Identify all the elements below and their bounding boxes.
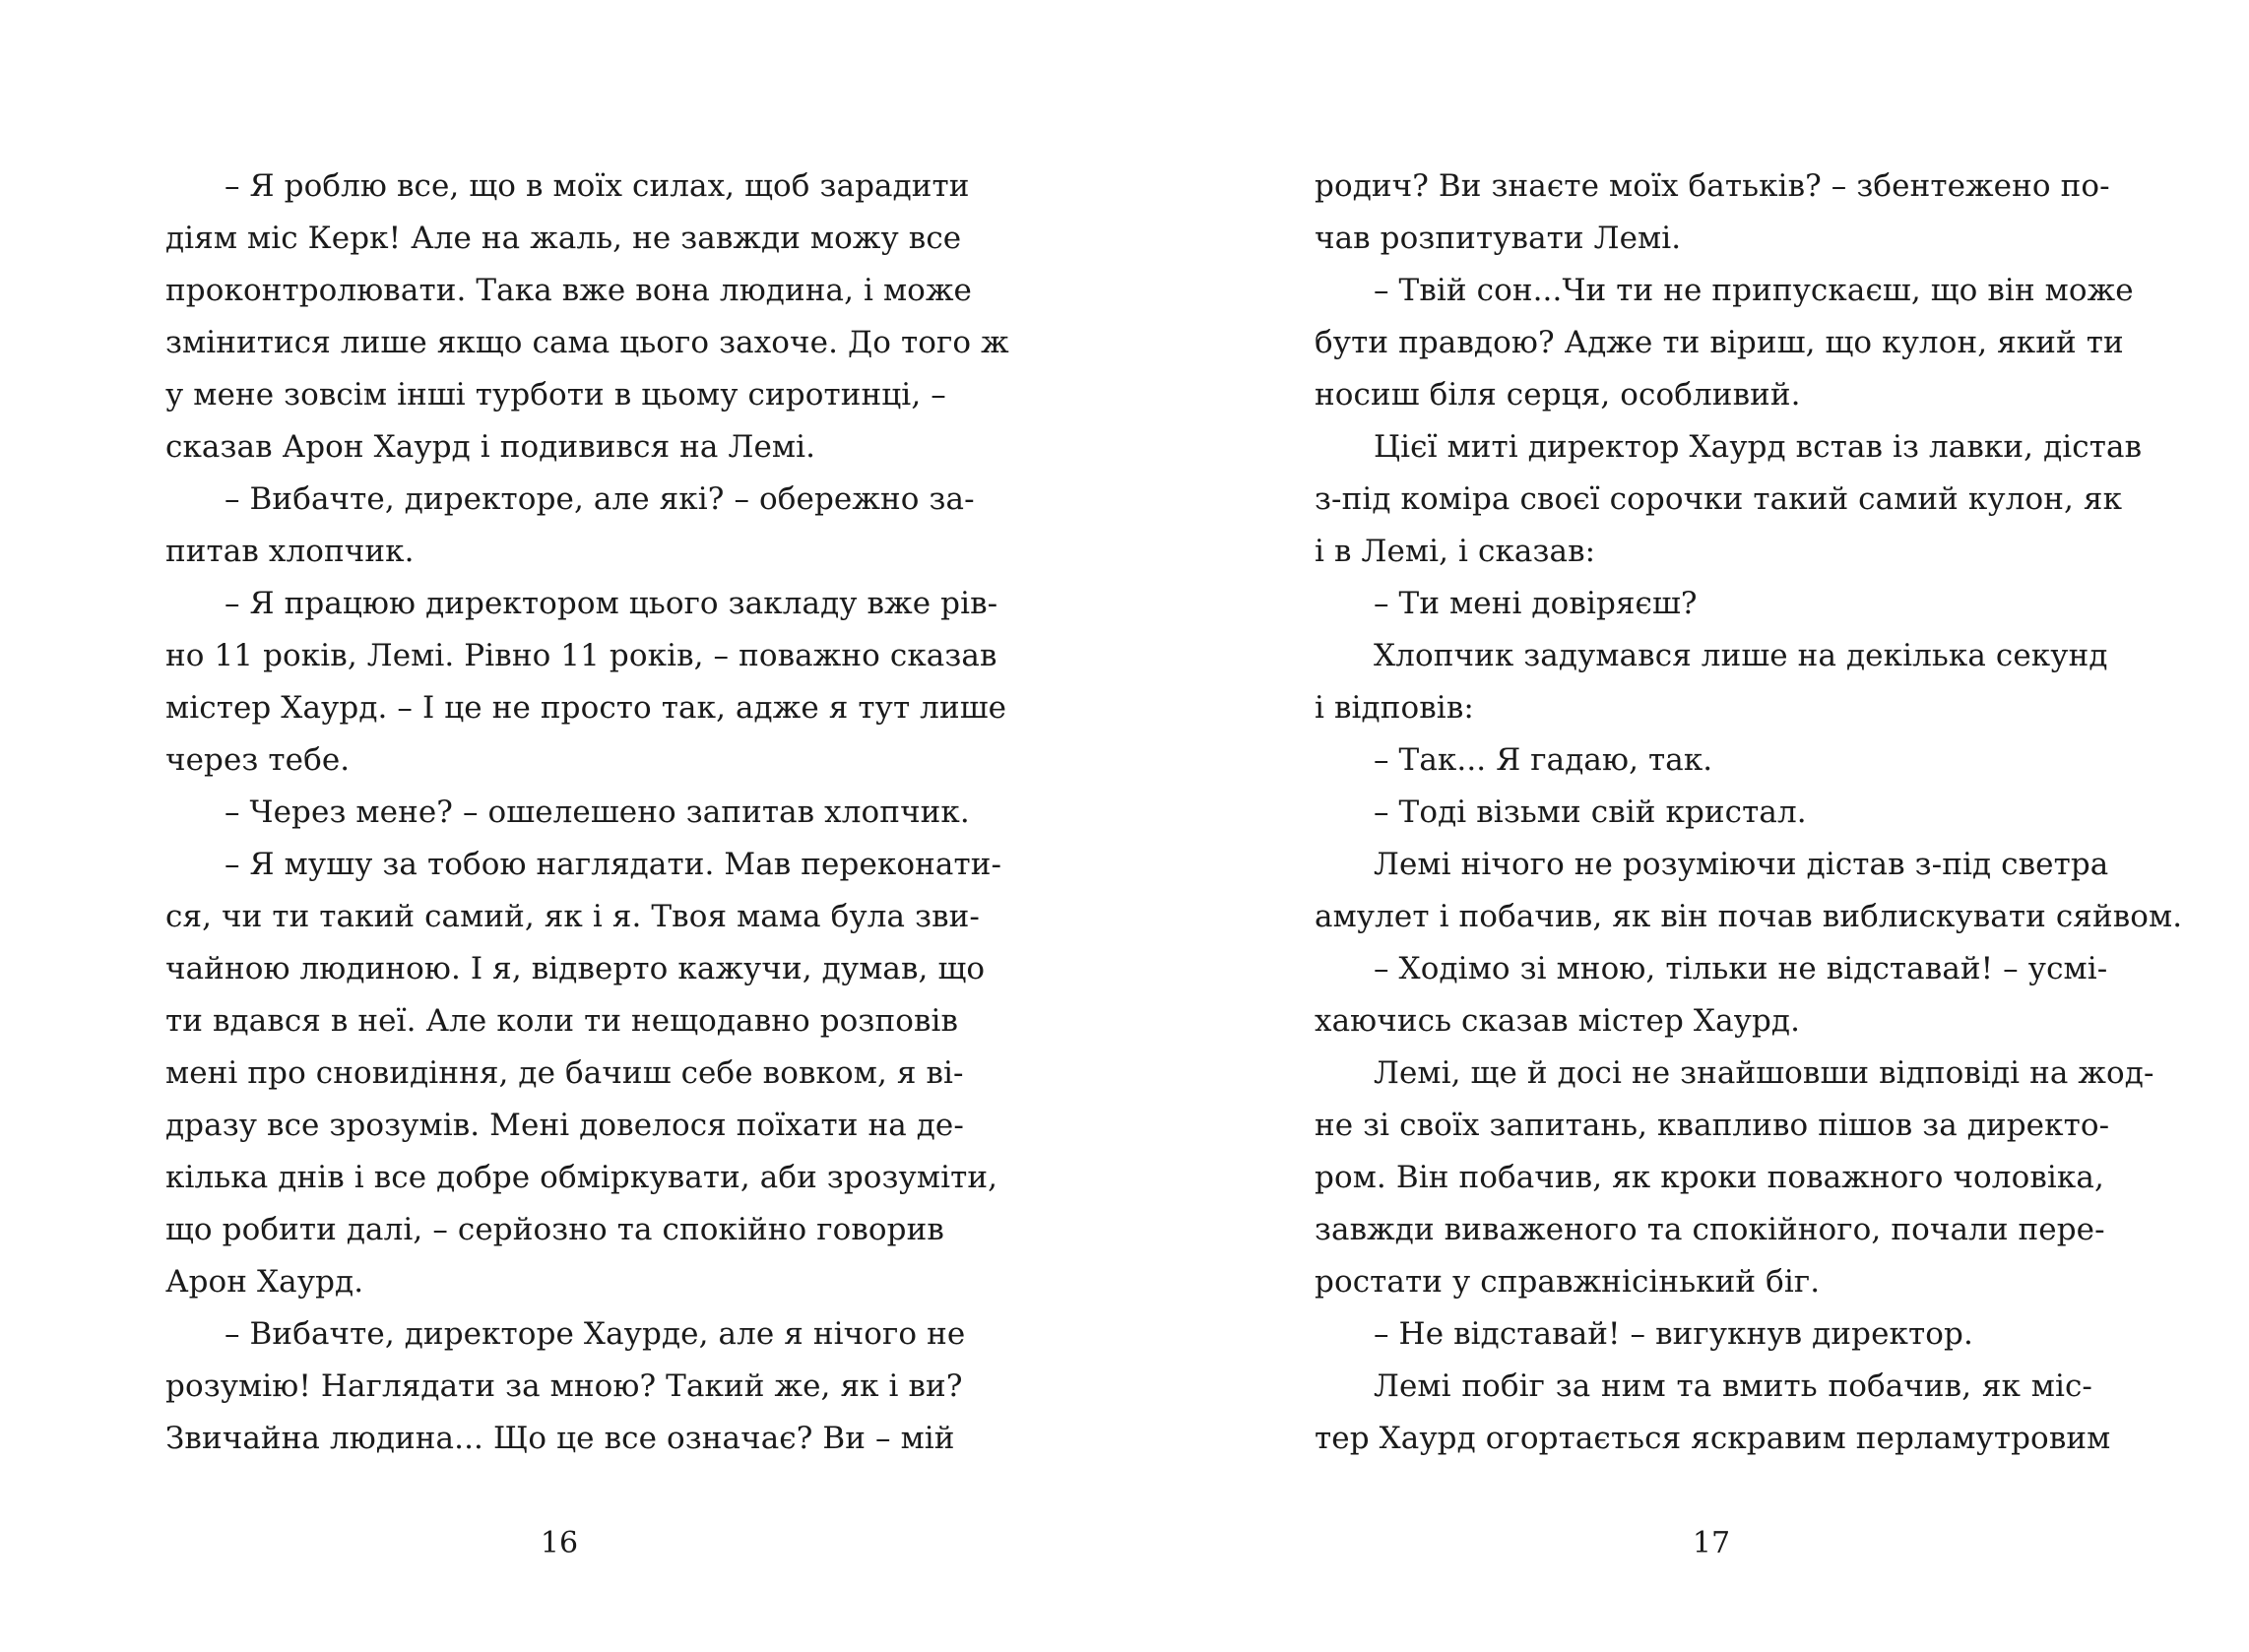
text-line: ростати у справжнісінький біг. xyxy=(1315,1264,1821,1300)
text-line: і відповів: xyxy=(1315,690,1474,726)
text-line: чав розпитувати Лемі. xyxy=(1315,221,1682,256)
text-line: ти вдався в неї. Але коли ти нещодавно розповів xyxy=(165,1003,959,1039)
text-line: чайною людиною. І я, відверто кажучи, думав, що xyxy=(165,951,986,986)
text-line: і в Лемі, і сказав: xyxy=(1315,534,1596,569)
text-line: Арон Хаурд. xyxy=(165,1264,364,1300)
text-line: – Тоді візьми свій кристал. xyxy=(1374,794,1807,830)
text-line: ром. Він побачив, як кроки поважного чоловіка, xyxy=(1315,1160,2104,1195)
page-number-left: 16 xyxy=(540,1526,579,1560)
text-line: – Твій сон...Чи ти не припускаєш, що він може xyxy=(1374,273,2134,308)
left-page-text xyxy=(165,160,1009,1465)
text-line: – Через мене? – ошелешено запитав хлопчик. xyxy=(225,794,970,830)
text-line: Лемі нічого не розуміючи дістав з-під светра xyxy=(1374,847,2109,882)
text-line: питав хлопчик. xyxy=(165,534,415,569)
text-line: – Я роблю все, що в моїх силах, щоб зарадити xyxy=(225,168,970,204)
text-line: родич? Ви знаєте моїх батьків? – збентежено по- xyxy=(1315,168,2110,204)
right-page xyxy=(1124,0,2249,1652)
text-line: – Ти мені довіряєш? xyxy=(1374,586,1698,621)
text-line: Звичайна людина... Що це все означає? Ви – мій xyxy=(165,1421,955,1456)
text-line: через тебе. xyxy=(165,742,351,778)
text-line: но 11 років, Лемі. Рівно 11 років, – поважно сказав xyxy=(165,638,997,673)
text-line: – Вибачте, директоре, але які? – обережно за- xyxy=(225,481,975,517)
text-line: Лемі, ще й досі не знайшовши відповіді на жод- xyxy=(1374,1055,2154,1091)
text-line: ся, чи ти такий самий, як і я. Твоя мама була зви- xyxy=(165,899,980,934)
text-line: Цієї миті директор Хаурд встав із лавки, дістав xyxy=(1374,429,2143,465)
text-line: завжди виваженого та спокійного, почали пере- xyxy=(1315,1212,2105,1247)
text-line: – Вибачте, директоре Хаурде, але я нічого не xyxy=(225,1316,966,1352)
text-line: розумію! Наглядати за мною? Такий же, як і ви? xyxy=(165,1368,963,1404)
text-line: проконтролювати. Така вже вона людина, і може xyxy=(165,273,973,308)
text-line: амулет і побачив, як він почав виблискувати сяйвом. xyxy=(1315,899,2183,934)
text-line: у мене зовсім інші турботи в цьому сиротинці, – xyxy=(165,377,946,413)
text-line: дразу все зрозумів. Мені довелося поїхати на де- xyxy=(165,1108,964,1143)
text-line: мені про сновидіння, де бачиш себе вовком, я ві- xyxy=(165,1055,964,1091)
text-line: – Ходімо зі мною, тільки не відставай! – усмі- xyxy=(1374,951,2108,986)
text-line: діям міс Керк! Але на жаль, не завжди можу все xyxy=(165,221,962,256)
text-line: сказав Арон Хаурд і подивився на Лемі. xyxy=(165,429,816,465)
page-number-right: 17 xyxy=(1692,1526,1731,1560)
text-line: хаючись сказав містер Хаурд. xyxy=(1315,1003,1801,1039)
text-line: – Я мушу за тобою наглядати. Мав переконати- xyxy=(225,847,1002,882)
text-line: з-під коміра своєї сорочки такий самий кулон, як xyxy=(1315,481,2123,517)
text-line: кілька днів і все добре обміркувати, аби зрозуміти, xyxy=(165,1160,998,1195)
text-line: не зі своїх запитань, квапливо пішов за директо- xyxy=(1315,1108,2110,1143)
text-line: Хлопчик задумався лише на декілька секунд xyxy=(1374,638,2108,673)
left-page xyxy=(0,0,1124,1652)
text-line: містер Хаурд. – І це не просто так, адже я тут лише xyxy=(165,690,1007,726)
text-line: змінитися лише якщо сама цього захоче. До того ж xyxy=(165,325,1009,360)
right-page-text xyxy=(1315,160,2183,1465)
text-line: Лемі побіг за ним та вмить побачив, як міс- xyxy=(1374,1368,2092,1404)
text-line: тер Хаурд огортається яскравим перламутровим xyxy=(1315,1421,2111,1456)
text-line: бути правдою? Адже ти віриш, що кулон, який ти xyxy=(1315,325,2124,360)
text-line: – Так... Я гадаю, так. xyxy=(1374,742,1713,778)
text-line: – Я працюю директором цього закладу вже рів- xyxy=(225,586,998,621)
text-line: – Не відставай! – вигукнув директор. xyxy=(1374,1316,1973,1352)
text-line: що робити далі, – серйозно та спокійно говорив xyxy=(165,1212,944,1247)
text-line: носиш біля серця, особливий. xyxy=(1315,377,1801,413)
